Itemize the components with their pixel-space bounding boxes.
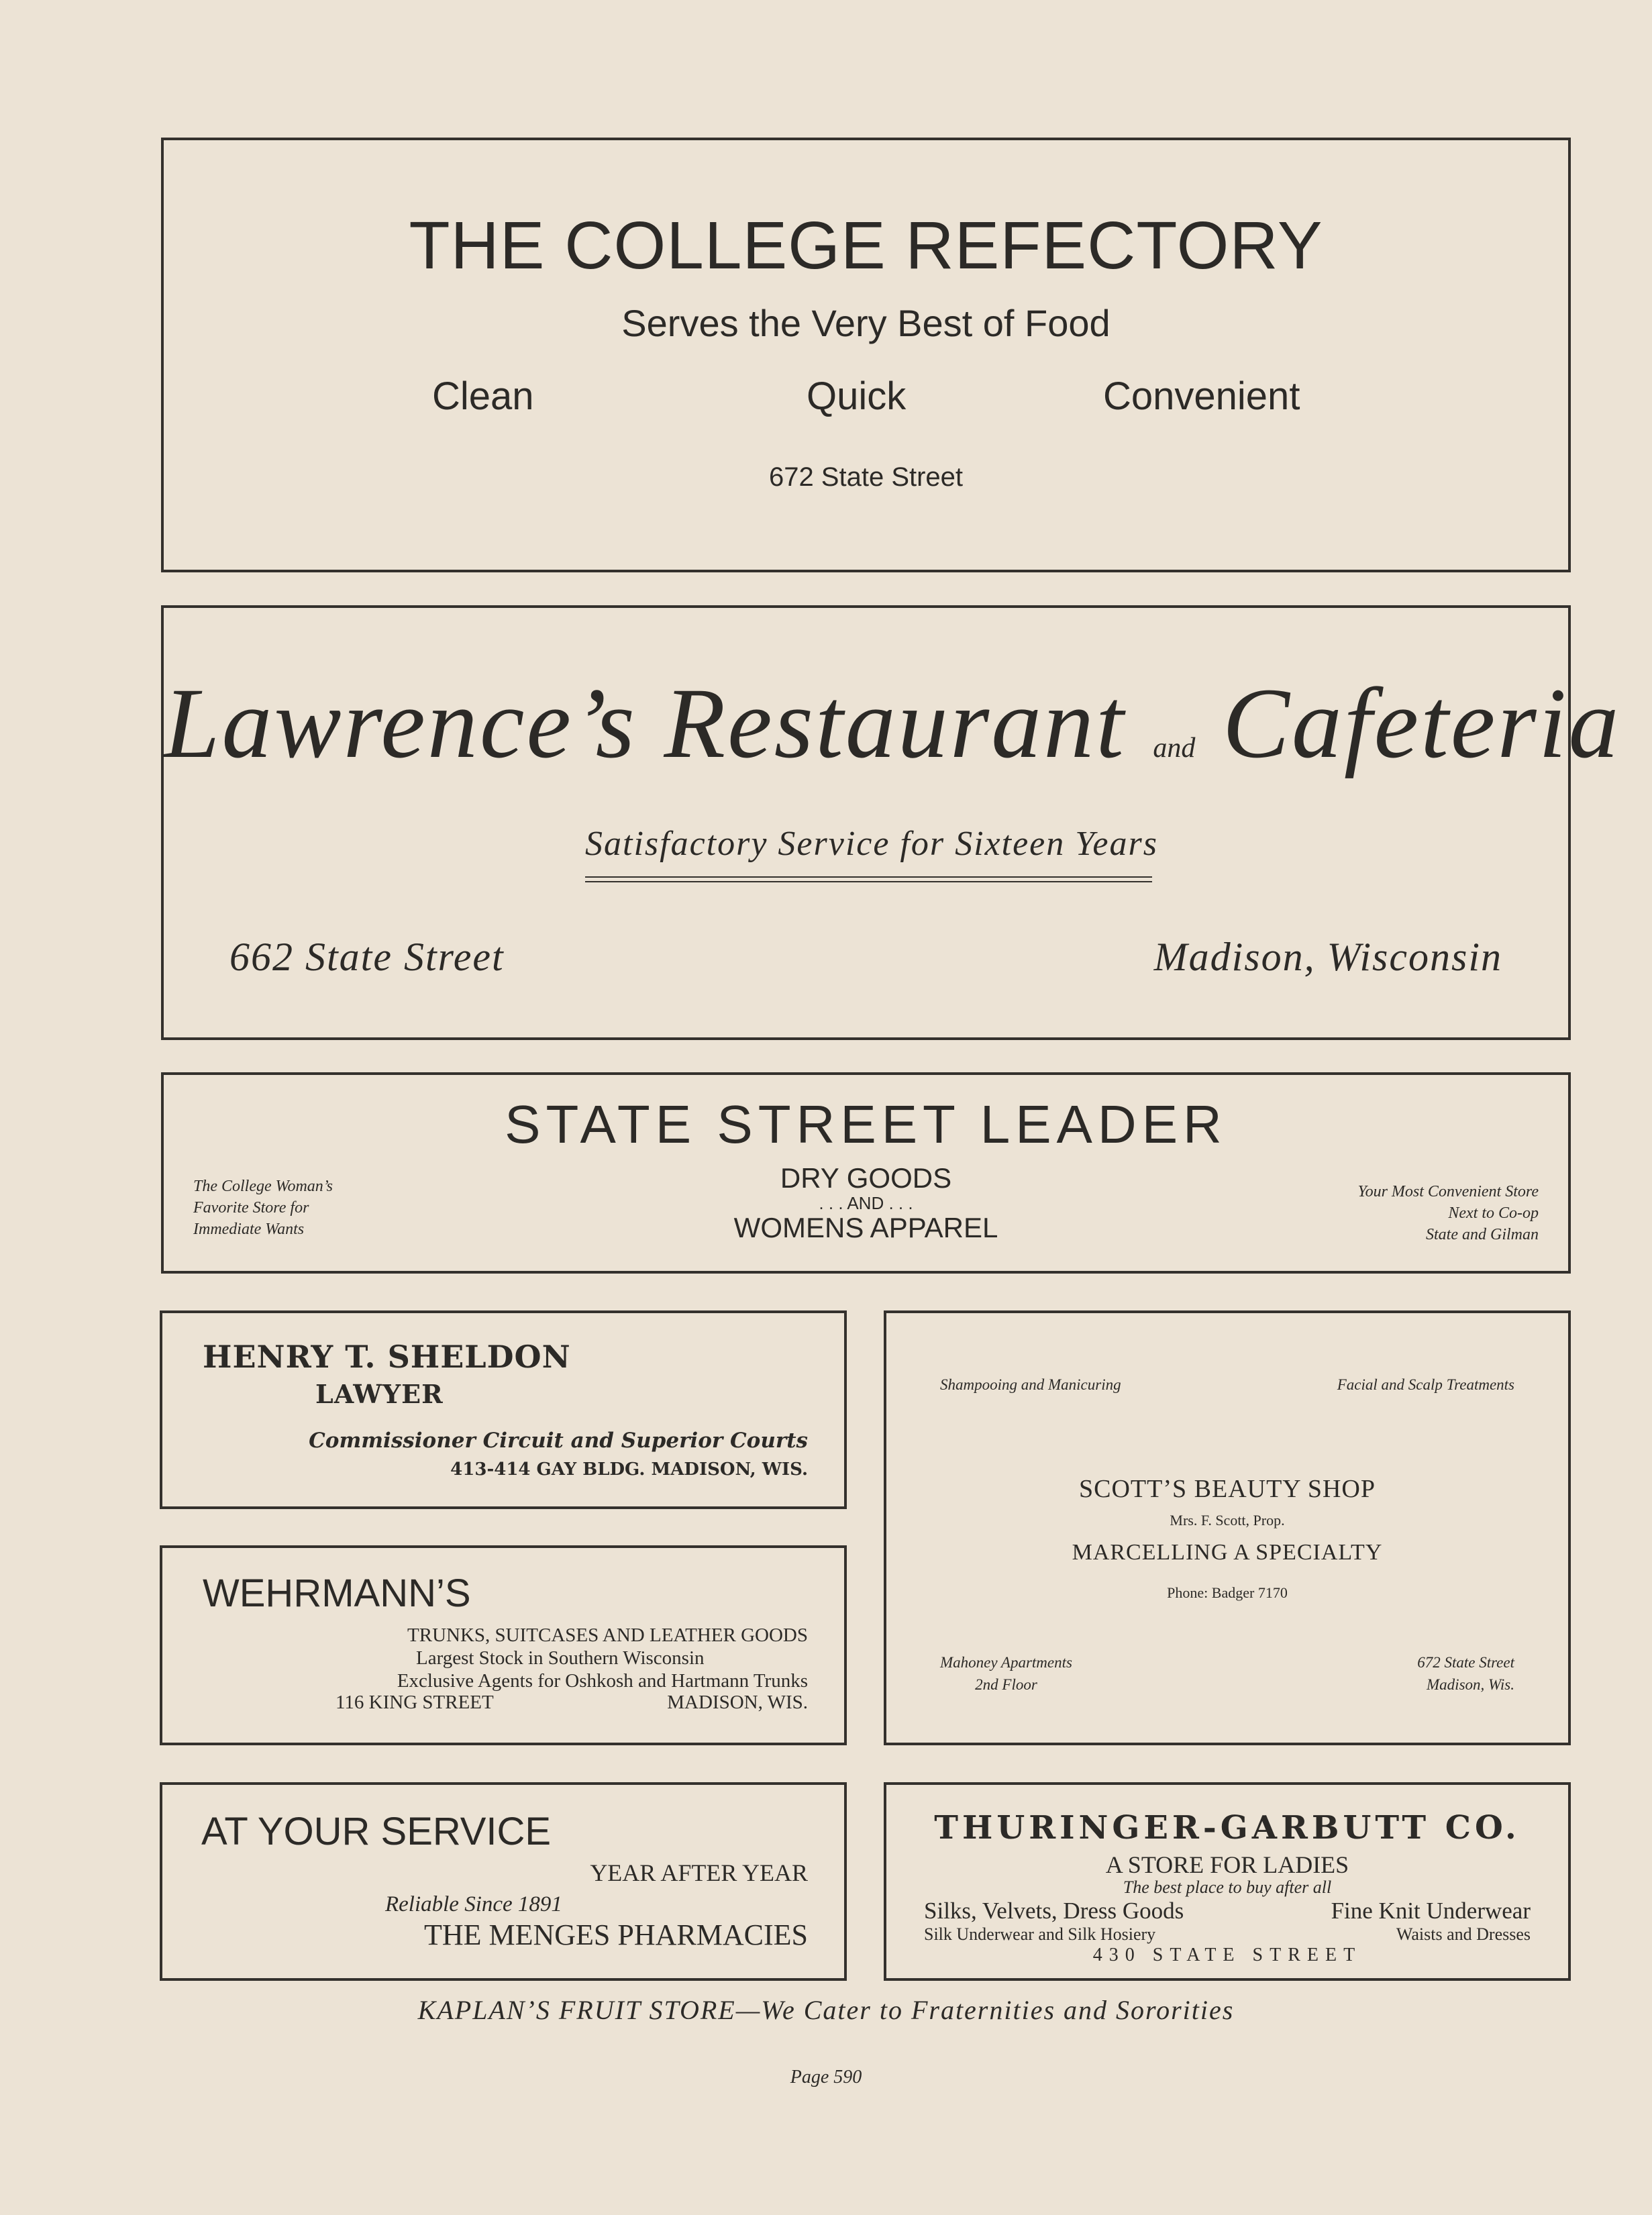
scott-top-right: Facial and Scalp Treatments (1337, 1376, 1514, 1393)
lawrence-connector: and (1153, 733, 1196, 764)
lawrence-ad (161, 605, 1621, 1040)
lawrence-name (164, 666, 1621, 781)
menges-headline: AT YOUR SERVICE (201, 1810, 552, 1853)
refectory-feature-quick: Quick (807, 374, 907, 418)
menges-line-3: THE MENGES PHARMACIES (423, 1918, 808, 1951)
thuringer-name: THURINGER-GARBUTT CO. (934, 1809, 1520, 1847)
scott-bottom-left (940, 1651, 1072, 1696)
sheldon-commission: Commissioner Circuit and Superior Courts (309, 1429, 808, 1453)
wehrmann-line-2: Largest Stock in Southern Wisconsin (416, 1647, 705, 1669)
lawrence-name-part-2: Cafeteria (1222, 668, 1621, 779)
scott-bottom-right (1417, 1651, 1514, 1696)
wehrmann-city: MADISON, WIS. (667, 1692, 808, 1713)
leader-left-line-2: Favorite Store for (193, 1199, 309, 1217)
menges-line-1: YEAR AFTER YEAR (590, 1859, 808, 1886)
leader-right-line-2: Next to Co-op (1448, 1204, 1539, 1222)
lawrence-address: 662 State Street (229, 935, 505, 979)
sheldon-name: HENRY T. SHELDON (203, 1339, 571, 1375)
thuringer-ad (884, 1782, 1571, 1981)
thuringer-left-2: Silk Underwear and Silk Hosiery (924, 1924, 1156, 1944)
thuringer-left-1: Silks, Velvets, Dress Goods (924, 1898, 1184, 1924)
leader-title: STATE STREET LEADER (505, 1094, 1227, 1154)
thuringer-right-1: Fine Knit Underwear (1331, 1898, 1531, 1924)
lawrence-tagline: Satisfactory Service for Sixteen Years (585, 825, 1158, 863)
leader-left-line-1: The College Woman’s (193, 1178, 333, 1195)
scott-bottom-left-line-1: Mahoney Apartments (940, 1654, 1072, 1671)
leader-right-line-3: State and Gilman (1426, 1226, 1539, 1243)
leader-right-line-1: Your Most Convenient Store (1357, 1183, 1539, 1200)
thuringer-line-2: The best place to buy after all (1123, 1877, 1332, 1897)
scott-phone: Phone: Badger 7170 (1167, 1584, 1288, 1601)
refectory-address: 672 State Street (768, 462, 964, 492)
lawrence-city: Madison, Wisconsin (1153, 935, 1502, 979)
sheldon-profession: LAWYER (315, 1379, 444, 1409)
page-number: Page 590 (790, 2067, 862, 2088)
refectory-ad (161, 138, 1571, 572)
refectory-feature-convenient: Convenient (1103, 374, 1300, 418)
scott-bottom-left-line-2: 2nd Floor (975, 1676, 1037, 1693)
kaplan-line: KAPLAN’S FRUIT STORE—We Cater to Fraternities and Sororities (417, 1995, 1235, 2025)
leader-right-text (1357, 1181, 1539, 1245)
leader-and: . . . AND . . . (819, 1193, 913, 1213)
scott-bottom-right-line-1: 672 State Street (1417, 1654, 1514, 1671)
wehrmann-ad (160, 1545, 847, 1745)
refectory-feature-clean: Clean (432, 374, 534, 418)
scott-specialty: MARCELLING A SPECIALTY (1072, 1540, 1383, 1565)
wehrmann-name: WEHRMANN’S (203, 1572, 471, 1615)
leader-left-line-3: Immediate Wants (193, 1221, 305, 1238)
refectory-title: THE COLLEGE REFECTORY (409, 208, 1323, 283)
wehrmann-line-3: Exclusive Agents for Oshkosh and Hartmann Trunks (397, 1670, 808, 1692)
wehrmann-line-1: TRUNKS, SUITCASES AND LEATHER GOODS (407, 1625, 808, 1646)
sheldon-address: 413-414 GAY BLDG. MADISON, WIS. (450, 1459, 808, 1480)
leader-womens-apparel: WOMENS APPAREL (733, 1212, 998, 1243)
refectory-subtitle: Serves the Very Best of Food (621, 302, 1111, 344)
scott-name: SCOTT’S BEAUTY SHOP (1079, 1475, 1376, 1503)
scott-bottom-right-line-2: Madison, Wis. (1427, 1676, 1514, 1693)
scott-ad (884, 1310, 1571, 1745)
thuringer-line-1: A STORE FOR LADIES (1105, 1851, 1349, 1878)
leader-ad (161, 1072, 1571, 1274)
sheldon-ad (160, 1310, 847, 1509)
thuringer-address: 430 STATE STREET (1092, 1945, 1362, 1965)
menges-ad (160, 1782, 847, 1981)
scott-top-left: Shampooing and Manicuring (940, 1376, 1121, 1393)
wehrmann-street: 116 KING STREET (335, 1692, 494, 1713)
leader-left-text (193, 1176, 333, 1240)
lawrence-name-part-1: Lawrence’s Restaurant (164, 668, 1126, 779)
leader-dry-goods: DRY GOODS (780, 1162, 952, 1194)
lawrence-tagline-rule (585, 876, 1152, 882)
thuringer-right-2: Waists and Dresses (1396, 1924, 1531, 1944)
scott-prop: Mrs. F. Scott, Prop. (1170, 1512, 1285, 1529)
menges-line-2: Reliable Since 1891 (385, 1892, 562, 1916)
